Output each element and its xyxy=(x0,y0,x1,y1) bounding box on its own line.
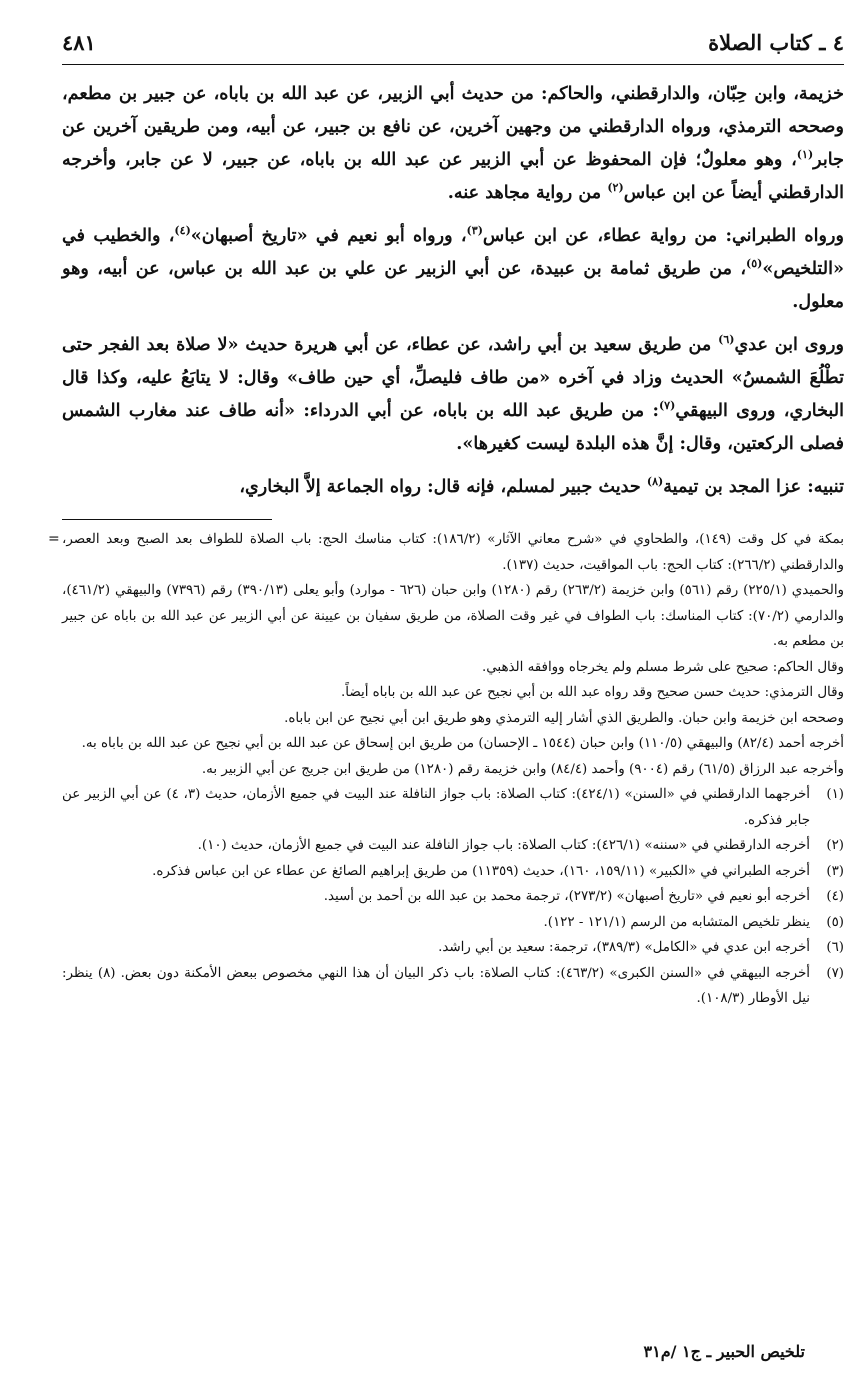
footnote-6: (٦) أخرجه ابن عدي في «الكامل» (٣٨٩/٣)، ترجمة: سعيد بن أبي راشد. xyxy=(438,940,844,955)
footnote-2: (٢) أخرجه الدارقطني في «سننه» (٤٢٦/١): كتاب الصلاة: باب جواز النافلة عند البيت في جميع الأزمان، حديث (١٠). xyxy=(197,838,844,853)
footnote-line: وقال الحاكم: صحيح على شرط مسلم ولم يخرجاه ووافقه الذهبي. xyxy=(482,659,844,675)
footnote-line: وقال الترمذي: حديث حسن صحيح وقد رواه عبد الله بن أبي نجيح عن عبد الله بن باباه أيضاً. xyxy=(341,685,844,700)
footnote-divider xyxy=(62,513,844,527)
footnote-line: والحميدي (٢٢٥/١) رقم (٥٦١) وابن خزيمة (٢٦٣/٢) رقم (١٢٨٠) وابن حبان (٦٢٦ - موارد) وأبو يعلى (٣٩٠/١٣) رقم (٧٣٩٦) والبيهقي (٤٦١/٢)، والدارمي (٧٠/٢): كتاب المناسك: باب الطواف في غير وقت الصلاة، من طريق سفيان بن عيينة عن أبي الزبير عن عبد الله بن باباه عن جبير بن مطعم به. xyxy=(62,583,845,649)
page xyxy=(48,28,845,1012)
page-header xyxy=(62,28,844,62)
footnote-line: أخرجه أحمد (٨٢/٤) والبيهقي (١١٠/٥) وابن حبان (١٥٤٤ ـ الإحسان) من طريق ابن إسحاق عن عبد الله بن أبي نجيح عن عبد الله بن باباه به. xyxy=(81,736,844,751)
chapter-title: ٤ ـ كتاب الصلاة xyxy=(708,30,844,55)
page-number: ٤٨١ xyxy=(62,30,96,55)
main-text xyxy=(62,77,844,503)
paragraph-note: تنبيه: عزا المجد بن تيمية$^{(٨)}$ حديث جبير لمسلم، فإنه قال: رواه الجماعة إلاَّ البخاري، xyxy=(239,475,844,497)
footnotes xyxy=(48,527,845,1012)
footnote-5: (٥) ينظر تلخيص المتشابه من الرسم (١٢١/١ - ١٢٢). xyxy=(543,914,844,930)
page-footer: تلخيص الحبير ـ ج١ /م٣١ xyxy=(643,1342,805,1361)
footnote-7: (٧) أخرجه البيهقي في «السنن الكبرى» (٤٦٣/٢): كتاب الصلاة: باب ذكر البيان أن هذا النهي مخصوص ببعض الأمكنة دون بعض. (٨) ينظر: نيل الأوطار (١٠٨/٣). xyxy=(62,965,844,1006)
footnote-line: وأخرجه عبد الرزاق (٦١/٥) رقم (٩٠٠٤) وأحمد (٨٤/٤) وابن خزيمة رقم (١٢٨٠) من طريق ابن جريج عن أبي الزبير به. xyxy=(201,761,844,777)
paragraph-2: ورواه الطبراني: من رواية عطاء، عن ابن عباس$^{(٣)}$، ورواه أبو نعيم في «تاريخ أصبهان»$^{(٤)}$، والخطيب في «التلخيص»$^{(٥)}$، من طريق ثمامة بن عبيدة، عن أبي الزبير عن علي بن عبد الله بن عباس، عن أبيه، وهو معلول. xyxy=(62,224,845,312)
footnote-line: وصححه ابن خزيمة وابن حبان. والطريق الذي أشار إليه الترمذي وهو طريق ابن أبي نجيح عن ابن باباه. xyxy=(284,710,844,726)
paragraph-1: خزيمة، وابن حِبّان، والدارقطني، والحاكم: من حديث أبي الزبير، عن عبد الله بن باباه، عن جبير بن مطعم، وصححه الترمذي، ورواه الدارقطني من وجهين آخرين، عن نافع بن جبير، عن أبيه، ومن طريقين آخرين عن جابر$^{(١)}$، وهو معلولٌ؛ فإن المحفوظ عن أبي الزبير عن عبد الله بن باباه، عن جبير، لا عن جابر، وأخرجه الدارقطني أيضاً عن ابن عباس$^{(٢)}$ من رواية مجاهد عنه. xyxy=(62,83,844,203)
footnote-continuation xyxy=(48,527,845,782)
footnote-line: بمكة في كل وقت (١٤٩)، والطحاوي في «شرح معاني الآثار» (١٨٦/٢): كتاب مناسك الحج: باب الصلاة للطواف بعد الصبح وبعد العصر، والدارقطني (٢٦٦/٢): كتاب الحج: باب المواقيت، حديث (١٣٧). xyxy=(62,532,844,573)
note-label: تنبيه: xyxy=(807,476,844,497)
footnote-4: (٤) أخرجه أبو نعيم في «تاريخ أصبهان» (٢٧٣/٢)، ترجمة محمد بن عبد الله بن أحمد بن أسيد. xyxy=(323,889,844,904)
footnote-3: (٣) أخرجه الطبراني في «الكبير» (١٥٩/١١، ١٦٠)، حديث (١١٣٥٩) من طريق إبراهيم الصائغ عن عطاء عن ابن عباس فذكره. xyxy=(152,863,844,879)
footnote-1: (١) أخرجهما الدارقطني في «السنن» (٤٢٤/١): كتاب الصلاة: باب جواز النافلة عند البيت في جميع الأزمان، حديث (٣، ٤) عن أبي الزبير عن جابر فذكره. xyxy=(62,787,844,828)
continuation-mark: = xyxy=(48,531,60,547)
paragraph-3: وروى ابن عدي$^{(٦)}$ من طريق سعيد بن أبي راشد، عن عطاء، عن أبي هريرة حديث «لا صلاة بعد الفجر حتى تطْلُعَ الشمسُ» الحديث وزاد في آخره «من طاف فليصلِّ، أي حين طاف» وقال: لا يتابَعُ عليه، وكذا قال البخاري، وروى البيهقي$^{(٧)}$: من طريق عبد الله بن باباه، عن أبي الدرداء: «أنه طاف عند مغارب الشمس فصلى الركعتين، وقال: إنَّ هذه البلدة ليست كغيرها». xyxy=(62,333,844,454)
header-rule xyxy=(62,64,844,65)
